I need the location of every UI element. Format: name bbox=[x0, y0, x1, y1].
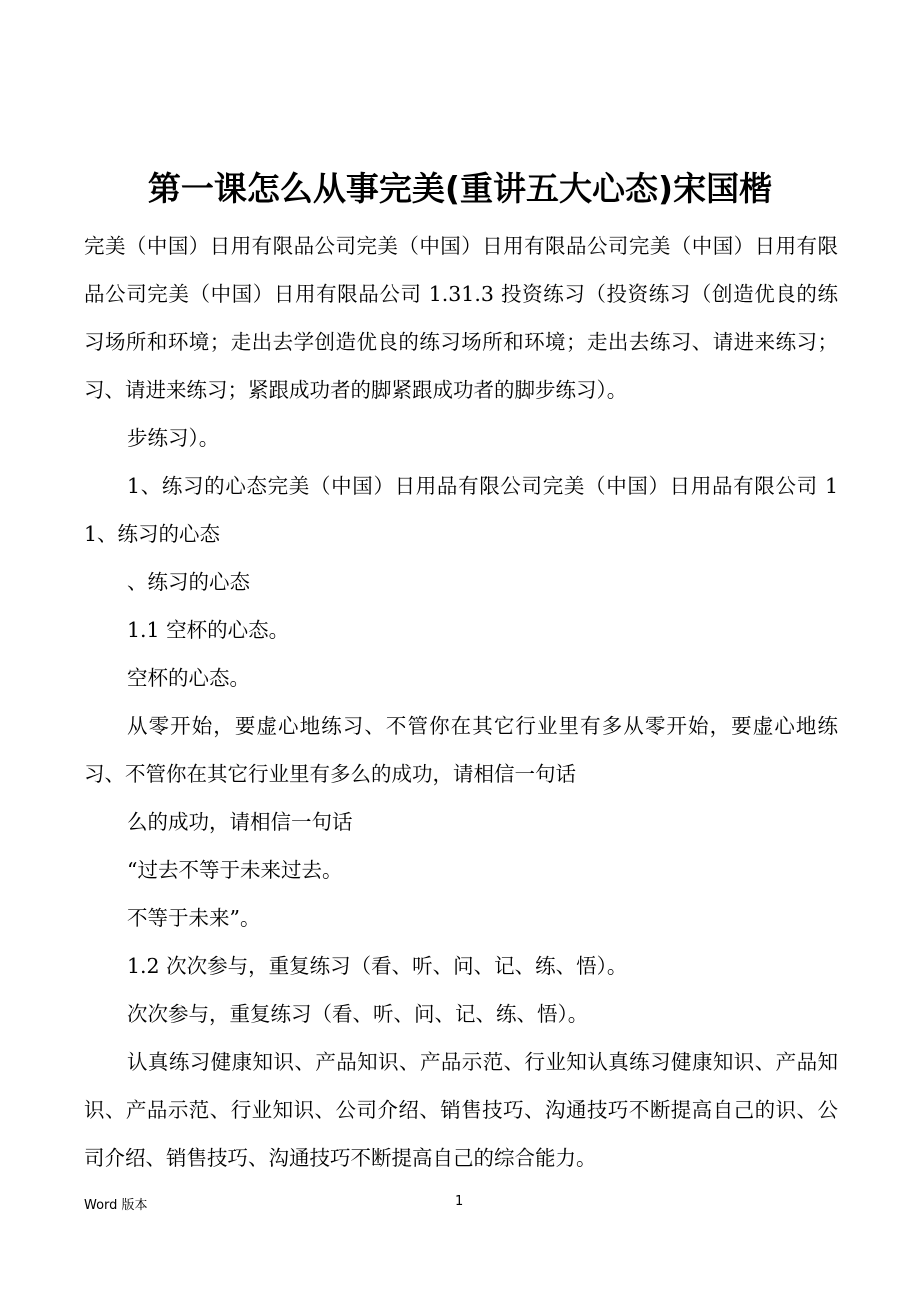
paragraph: 、练习的心态 bbox=[127, 570, 250, 594]
paragraph: 完美（中国）日用有限品公司完美（中国）日用有限品公司完美（中国）日用有限品公司完美（中国）日用有限品公司 1.31.3 投资练习（投资练习（创造优良的练习场所和环境；走出去学创造优良的练习场所和环境；走出去练习、请进来练习；习、请进来练习；紧跟成功者的脚紧跟成功者的脚步练习）。 bbox=[84, 234, 838, 402]
paragraph: 1.1 空杯的心态。 bbox=[127, 618, 290, 642]
document-title: 第一课怎么从事完美(重讲五大心态)宋国楷 bbox=[147, 169, 773, 209]
paragraph: 空杯的心态。 bbox=[127, 666, 250, 690]
paragraph: 从零开始，要虚心地练习、不管你在其它行业里有多从零开始，要虚心地练习、不管你在其它行业里有多么的成功，请相信一句话 bbox=[84, 714, 838, 786]
paragraph: “过去不等于未来过去。 bbox=[127, 858, 343, 882]
paragraph: 认真练习健康知识、产品知识、产品示范、行业知认真练习健康知识、产品知识、产品示范、行业知识、公司介绍、销售技巧、沟通技巧不断提高自己的识、公司介绍、销售技巧、沟通技巧不断提高自己的综合能力。 bbox=[84, 1050, 838, 1170]
paragraph: 么的成功，请相信一句话 bbox=[127, 810, 353, 834]
paragraph: 1.2 次次参与，重复练习（看、听、问、记、练、悟）。 bbox=[127, 954, 628, 978]
document-body bbox=[84, 222, 838, 1182]
paragraph: 不等于未来”。 bbox=[127, 906, 261, 930]
paragraph: 次次参与，重复练习（看、听、问、记、练、悟）。 bbox=[127, 1002, 589, 1026]
paragraph: 步练习）。 bbox=[127, 426, 220, 450]
footer-label: Word 版本 bbox=[84, 1198, 148, 1213]
page-number: 1 bbox=[455, 1194, 464, 1209]
paragraph: 1、练习的心态完美（中国）日用品有限公司完美（中国）日用品有限公司 11、练习的心态 bbox=[84, 474, 838, 546]
